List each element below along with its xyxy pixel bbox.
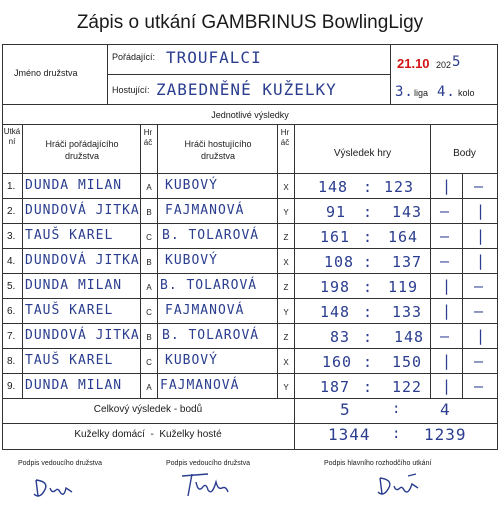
home-player-letter: B (146, 333, 152, 342)
away-player-name[interactable]: KUBOVÝ (165, 253, 218, 268)
score-separator: : (363, 378, 374, 396)
away-point[interactable]: | (476, 202, 487, 220)
home-player-letter: A (146, 183, 152, 192)
row-number: 7. (7, 331, 16, 342)
away-player-name[interactable]: B. TOLAROVÁ (160, 278, 258, 293)
home-player-letter: B (146, 208, 152, 217)
results-caption: Jednotlivé výsledky (211, 110, 289, 120)
home-point[interactable]: | (442, 177, 453, 195)
score-separator: : (363, 203, 374, 221)
home-player-name[interactable]: DUNDOVÁ JITKA (25, 203, 140, 218)
away-score[interactable]: 122 (392, 378, 423, 396)
away-point[interactable]: — (474, 177, 485, 195)
overall-away-points[interactable]: 4 (440, 400, 451, 419)
away-captain-signature-label: Podpis vedoucího družstva (166, 460, 251, 467)
overall-separator: : (392, 401, 402, 417)
score-separator: : (363, 228, 374, 246)
home-point[interactable]: | (442, 302, 453, 320)
score-separator: : (363, 278, 374, 296)
away-point[interactable]: — (474, 377, 485, 395)
row-number: 1. (7, 181, 16, 192)
score-separator: : (363, 303, 374, 321)
away-score[interactable]: 148 (394, 328, 425, 346)
home-point[interactable]: — (440, 327, 451, 345)
away-score[interactable]: 119 (388, 278, 419, 296)
away-score[interactable]: 137 (392, 253, 423, 271)
row-number: 6. (7, 306, 16, 317)
score-separator: : (363, 353, 374, 371)
home-player-name[interactable]: DUNDA MILAN (25, 178, 123, 193)
home-captain-signature (30, 472, 80, 502)
away-player-name[interactable]: B. TOLAROVÁ (162, 228, 260, 243)
col-header-home-players: Hráči pořádajícího družstva (45, 139, 119, 161)
score-separator: : (363, 253, 374, 271)
col-header-away-players: Hráči hostujícího družstva (184, 139, 252, 161)
league-label: liga (414, 88, 429, 98)
home-player-name[interactable]: DUNDOVÁ JITKA (25, 253, 140, 268)
away-score[interactable]: 123 (384, 178, 415, 196)
pins-label: Kuželky domácí - Kuželky hosté (74, 429, 222, 440)
away-player-name[interactable]: KUBOVÝ (165, 178, 218, 193)
home-player-letter: B (146, 258, 152, 267)
home-score[interactable]: 148 (318, 178, 349, 196)
home-team-label: Pořádající: (112, 52, 156, 62)
round-label: kolo (458, 88, 475, 98)
form-title: Zápis o utkání GAMBRINUS BowlingLigy (76, 12, 424, 33)
away-score[interactable]: 133 (392, 303, 423, 321)
home-score[interactable]: 187 (320, 378, 351, 396)
pins-home[interactable]: 1344 (328, 425, 371, 444)
row-number: 9. (7, 381, 16, 392)
home-point[interactable]: | (442, 352, 453, 370)
league-number[interactable]: 3. (395, 84, 414, 100)
row-number: 5. (7, 281, 16, 292)
home-point[interactable]: — (440, 202, 451, 220)
away-team-name[interactable]: ZABEDNĚNÉ KUŽELKY (156, 80, 337, 99)
away-player-letter: Z (283, 233, 289, 242)
home-captain-signature-label: Podpis vedoucího družstva (18, 460, 103, 467)
away-score[interactable]: 164 (388, 228, 419, 246)
away-captain-signature (178, 468, 238, 502)
home-player-name[interactable]: DUNDA MILAN (25, 378, 123, 393)
away-point[interactable]: | (476, 327, 487, 345)
home-player-name[interactable]: TAUŠ KAREL (25, 228, 114, 243)
home-player-letter: C (146, 308, 152, 317)
home-player-letter: A (146, 383, 152, 392)
home-point[interactable]: | (442, 277, 453, 295)
home-score[interactable]: 108 (324, 253, 355, 271)
away-player-letter: X (283, 258, 289, 267)
col-header-result: Výsledek hry (333, 148, 392, 159)
home-player-name[interactable]: TAUŠ KAREL (25, 353, 114, 368)
home-score[interactable]: 198 (320, 278, 351, 296)
home-score[interactable]: 91 (326, 203, 347, 221)
home-team-name[interactable]: TROUFALCI (166, 48, 262, 67)
away-player-letter: X (283, 183, 289, 192)
score-separator: : (363, 178, 374, 196)
away-player-name[interactable]: FAJMANOVÁ (165, 303, 245, 318)
away-player-name[interactable]: FAJMANOVÁ (165, 203, 245, 218)
away-player-letter: Z (283, 333, 289, 342)
score-separator: : (363, 328, 374, 346)
away-player-name[interactable]: FAJMANOVÁ (160, 378, 240, 393)
row-number: 3. (7, 231, 16, 242)
row-number: 2. (7, 206, 16, 217)
date-year-handwritten[interactable]: 5 (452, 54, 462, 70)
away-point[interactable]: | (476, 252, 487, 270)
home-point[interactable]: | (442, 377, 453, 395)
home-player-letter: C (146, 358, 152, 367)
away-score[interactable]: 143 (392, 203, 423, 221)
team-name-label: Jméno družstva (14, 68, 78, 78)
home-player-name[interactable]: DUNDA MILAN (25, 278, 123, 293)
away-point[interactable]: — (474, 352, 485, 370)
away-player-name[interactable]: B. TOLAROVÁ (162, 328, 260, 343)
referee-signature-label: Podpis hlavního rozhodčího utkání (324, 460, 432, 467)
away-player-letter: Z (283, 283, 289, 292)
away-point[interactable]: — (474, 277, 485, 295)
row-number: 4. (7, 256, 16, 267)
row-number: 8. (7, 356, 16, 367)
home-point[interactable]: — (440, 252, 451, 270)
referee-signature (372, 470, 432, 502)
away-team-label: Hostující: (112, 85, 150, 95)
away-player-letter: Y (283, 308, 289, 317)
home-player-name[interactable]: TAUŠ KAREL (25, 303, 114, 318)
home-score[interactable]: 160 (322, 353, 353, 371)
away-player-letter: X (283, 358, 289, 367)
pins-away[interactable]: 1239 (424, 425, 467, 444)
home-player-letter: C (146, 233, 152, 242)
away-point[interactable]: | (476, 227, 487, 245)
col-header-points: Body (453, 148, 476, 159)
overall-home-points[interactable]: 5 (340, 400, 351, 419)
away-player-letter: Y (283, 383, 289, 392)
away-point[interactable]: — (474, 302, 485, 320)
col-header-utkani: Utkání (3, 127, 21, 146)
away-player-letter: Y (283, 208, 289, 217)
col-header-away-player-letter: Hráč (280, 128, 290, 147)
date-day[interactable]: 21.10 (397, 56, 430, 71)
home-point[interactable]: — (440, 227, 451, 245)
home-player-name[interactable]: DUNDOVÁ JITKA (25, 328, 140, 343)
round-number[interactable]: 4. (437, 84, 456, 100)
date-year-printed: 202 (436, 60, 452, 70)
overall-points-label: Celkový výsledek - bodů (93, 404, 203, 415)
home-score[interactable]: 161 (320, 228, 351, 246)
home-score[interactable]: 148 (320, 303, 351, 321)
col-header-home-player-letter: Hráč (143, 128, 153, 147)
away-player-name[interactable]: KUBOVÝ (165, 353, 218, 368)
home-player-letter: A (146, 283, 152, 292)
home-score[interactable]: 83 (330, 328, 351, 346)
away-score[interactable]: 150 (392, 353, 423, 371)
pins-separator: : (392, 426, 402, 442)
